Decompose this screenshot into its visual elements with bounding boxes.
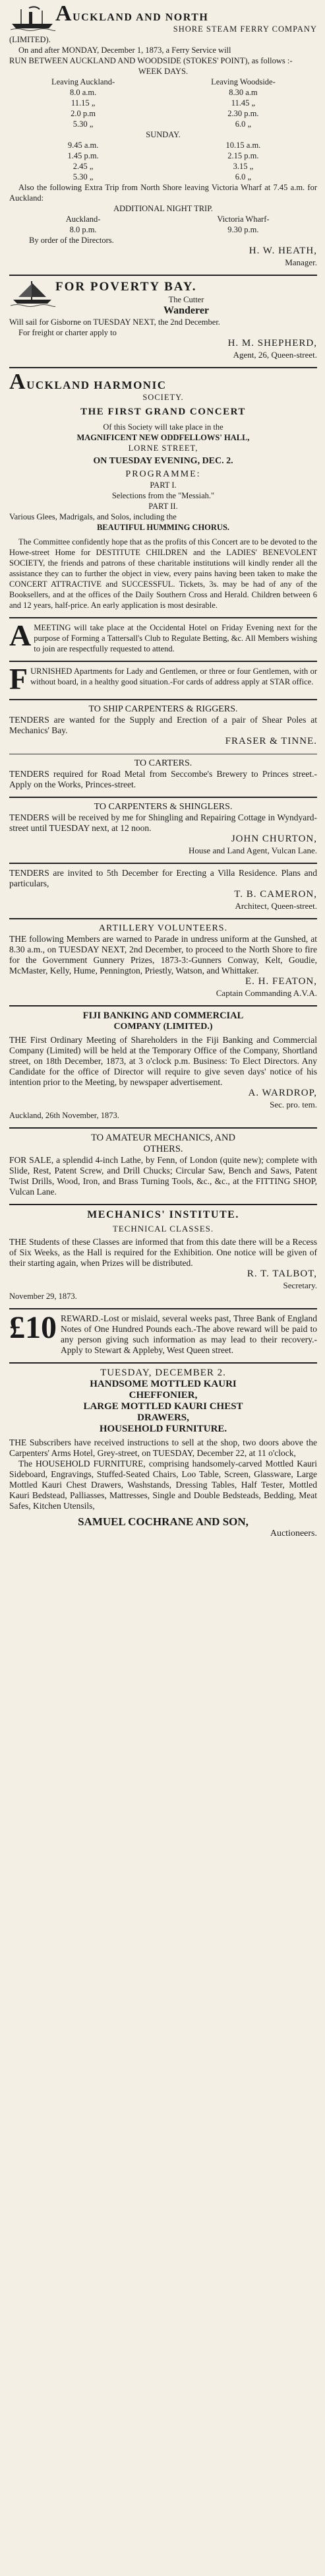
mechanics-heading-a: TO AMATEUR MECHANICS, AND	[91, 1133, 235, 1143]
cameron-text: TENDERS are invited to 5th December for Erecting a Villa Residence. Plans and particulars,	[9, 868, 317, 888]
auction-line-1: HANDSOME MOTTLED KAURI	[90, 1379, 237, 1389]
carters-heading: TO CARTERS.	[134, 758, 192, 768]
part2-label: PART II.	[148, 502, 178, 511]
steamship-icon	[9, 4, 55, 32]
divider	[9, 1204, 317, 1205]
harmonic-society-ad: AUCKLAND HARMONIC SOCIETY. THE FIRST GRAND CONCERT Of this Society will take place in the MAGNIFICENT NEW ODDFELLOWS' HALL, LORNE STREET, ON TUESDAY EVENING, DEC. 2. PROGRAMME: PART I. Selections from the "Messiah." PART II. Various Glees, Madrigals, and Solos, including the BEAUTIFUL HUMMING CHORUS. The Committee confidently hope that as the profits of this Concert are to be devoted to the Howe-street Home for DESTITUTE CHILDREN and the LADIES' BENEVOLENT SOCIETY, the friends and patrons of these charitable institutions will kindly render all the assistance they can to further the object in view, every pains having been taken to make the CONCERT ATTRACTIVE and SUCCESSFUL. Tickets, 3s. may be had of any of the Booksellers, and at the offices of the Daily Southern Cross and Herald. Children between 6 and 12 years, half-price. An early application is most desirable.	[9, 370, 317, 610]
time-cell: 10.15 a.m.	[225, 141, 261, 150]
talbot-name: R. T. TALBOT,	[247, 1269, 317, 1279]
divider	[9, 918, 317, 919]
part1-selection: Selections from the "Messiah."	[111, 491, 215, 500]
carters-text: TENDERS required for Road Metal from Seccombe's Brewery to Princes street.-Apply on the Works, Princes-street.	[9, 769, 317, 789]
cameron-name: T. B. CAMERON,	[234, 889, 317, 900]
time-cell: 2.15 p.m.	[227, 151, 259, 160]
fiji-banking-ad	[9, 1010, 317, 1121]
auction-line-2: CHEFFONIER,	[129, 1390, 198, 1401]
mechanics-heading-b: OTHERS.	[143, 1144, 183, 1154]
poverty-bay-heading: FOR POVERTY BAY.	[55, 280, 197, 294]
mechanics-institute-ad	[9, 1209, 317, 1302]
divider	[9, 1362, 317, 1364]
by-order: By order of the Directors.	[29, 236, 114, 245]
ferry-heading-b: SHORE STEAM FERRY COMPANY	[173, 24, 317, 34]
wardrop-title: Sec. pro. tem.	[270, 1100, 317, 1109]
night-auckland-label: Auckland-	[65, 215, 101, 224]
shepherd-name: H. M. SHEPHERD,	[227, 338, 317, 348]
churton-name: JOHN CHURTON,	[231, 834, 317, 844]
time-cell: 2.30 p.m.	[227, 109, 259, 118]
sunday-label: SUNDAY.	[146, 130, 181, 139]
meeting-ad	[9, 618, 317, 654]
auction-items: The HOUSEHOLD FURNITURE, comprising handsomely-carved Mottled Kauri Sideboard, Engravings, Stuffed-Seated Chairs, Loo Table, Screen, Glassware, Large Mottled Kauri Chest Drawers, Washstands, Dressing Tables, Half Tester, Mottled Kauri Bedstead, Palliasses, Mattresses, Single and Double Bedsteads, Bedding, Meat Safes, Kitchen Utensils,	[9, 1459, 317, 1511]
meeting-dropcap: A	[9, 618, 32, 652]
fiji-text: THE First Ordinary Meeting of Shareholders in the Fiji Banking and Commercial Company (Limited) will be held at the Temporary Office of the Company, Shortland street, on 18th December, 1873, at 3 o'clock p.m. Business: To Elect Directors. Any Candidate for the office of Director will require to give seven days' notice of his intention prior to the Meeting, by newspaper advertisement.	[9, 1035, 317, 1087]
leaving-auckland-label: Leaving Auckland-	[51, 77, 115, 86]
churton-address: House and Land Agent, Vulcan Lane.	[188, 845, 317, 855]
institute-heading: MECHANICS' INSTITUTE.	[87, 1209, 239, 1220]
auction-line-3: LARGE MOTTLED KAURI CHEST	[83, 1401, 243, 1412]
humming-chorus: BEAUTIFUL HUMMING CHORUS.	[96, 523, 230, 532]
shinglers-text: TENDERS will be received by me for Shingling and Repairing Cottage in Wyndyard-street until TUESDAY next, at 12 noon.	[9, 812, 317, 833]
divider	[9, 275, 317, 276]
ferry-signatory-title: Manager.	[285, 257, 317, 267]
time-cell: 8.0 a.m.	[69, 88, 97, 97]
cameron-address: Architect, Queen-street.	[235, 901, 317, 911]
divider	[9, 1127, 317, 1129]
furnished-ad	[9, 662, 317, 696]
time-cell: 9.30 p.m.	[227, 225, 259, 234]
ferry-ad	[9, 1, 317, 268]
harmonic-heading-b: SOCIETY.	[142, 393, 184, 402]
auction-line-5: HOUSEHOLD FURNITURE.	[99, 1424, 227, 1434]
shepherd-address: Agent, 26, Queen-street.	[233, 350, 317, 360]
concert-street: LORNE STREET,	[128, 444, 198, 453]
fiji-heading-a: FIJI BANKING AND COMMERCIAL	[82, 1010, 244, 1021]
time-cell: 5.30 „	[73, 172, 94, 182]
time-cell: 2.0 p.m	[71, 109, 96, 118]
time-cell: 6.0 „	[235, 172, 252, 182]
concert-date: ON TUESDAY EVENING, DEC. 2.	[93, 456, 233, 466]
time-cell: 9.45 a.m.	[67, 141, 99, 150]
extra-trip: Also the following Extra Trip from North Shore leaving Victoria Wharf at 7.45 a.m. for Auckland:	[9, 183, 317, 203]
ship-carpenters-text: TENDERS are wanted for the Supply and Erection of a pair of Shear Poles at Mechanics' Bay.	[9, 715, 317, 735]
week-days-table	[9, 77, 317, 129]
part2-various: Various Glees, Madrigals, and Solos, including the	[9, 512, 177, 521]
ship-carpenters-ad	[9, 704, 317, 747]
part1-label: PART I.	[150, 480, 177, 490]
ship-carpenters-heading: TO SHIP CARPENTERS & RIGGERS.	[88, 704, 238, 714]
featon-name: E. H. FEATON,	[245, 976, 317, 987]
carters-ad	[9, 758, 317, 790]
night-trip-label: ADDITIONAL NIGHT TRIP.	[113, 204, 213, 213]
week-days-label: WEEK DAYS.	[138, 67, 189, 76]
technical-classes: TECHNICAL CLASSES.	[112, 1224, 214, 1234]
divider	[9, 797, 317, 798]
reward-amount: £10	[9, 1310, 57, 1345]
concert-title: THE FIRST GRAND CONCERT	[80, 407, 246, 417]
time-cell: 1.45 p.m.	[67, 151, 99, 160]
time-cell: 8.0 p.m.	[69, 225, 97, 234]
divider	[9, 661, 317, 662]
auction-text: THE Subscribers have received instructions to sell at the shop, two doors above the Carpenters' Arms Hotel, Grey-street, on TUESDAY, December 22, at 11 o'clock,	[9, 1437, 317, 1458]
artillery-heading: ARTILLERY VOLUNTEERS.	[98, 923, 228, 933]
wardrop-name: A. WARDROP,	[248, 1088, 317, 1098]
featon-title: Captain Commanding A.V.A.	[216, 988, 317, 998]
talbot-title: Secretary.	[283, 1280, 317, 1290]
furnished-text: URNISHED Apartments for Lady and Gentlemen, or three or four Gentlemen, with or without board, in a healthy good situation.-For cards of address apply at STAR office.	[30, 667, 317, 686]
institute-date: November 29, 1873.	[9, 1292, 77, 1301]
harmonic-body: The Committee confidently hope that as the profits of this Concert are to be devoted to the Howe-street Home for DESTITUTE CHILDREN and the LADIES' BENEVOLENT SOCIETY, the friends and patrons of these charitable institutions will kindly render all the assistance they can to further the object in view, every pains having been taken to make the CONCERT ATTRACTIVE and SUCCESSFUL. Tickets, 3s. may be had of any of the Booksellers, and at the offices of the Daily Southern Cross and Herald. Children between 6 and 12 years, half-price. An early application is most desirable.	[9, 537, 317, 610]
poverty-bay-ad	[9, 280, 317, 360]
time-cell: 3.15 „	[233, 162, 254, 171]
auction-date: TUESDAY, DECEMBER 2.	[100, 1368, 226, 1378]
artillery-text: THE following Members are warned to Parade in undress uniform at the Gunshed, at 8.30 a.m., on TUESDAY NEXT, 2nd December, to proceed to the North Shore to fire for the Government Gunnery Prizes, 1873-3:-Gunners Conway, Kelt, Goudie, McMaster, Kelly, Hume, Pennington, Priestly, Watson, and Whittaker.	[9, 934, 317, 975]
institute-text: THE Students of these Classes are informed that from this date there will be a Recess of Six Weeks, as the Hall is required for the Exhibition. One notice will be given of their starting again, when Prizes will be distributed.	[9, 1237, 317, 1268]
cameron-ad	[9, 868, 317, 911]
artillery-ad	[9, 923, 317, 999]
fiji-heading-b: COMPANY (LIMITED.)	[113, 1022, 213, 1032]
divider	[9, 699, 317, 700]
ferry-heading-c: (LIMITED).	[9, 35, 51, 44]
leaving-woodside-label: Leaving Woodside-	[211, 77, 276, 86]
auctioneer-firm: SAMUEL COCHRANE AND SON,	[78, 1515, 249, 1528]
shinglers-heading: TO CARPENTERS & SHINGLERS.	[94, 802, 233, 812]
ferry-run: RUN BETWEEN AUCKLAND AND WOODSIDE (STOKES' POINT), as follows :-	[9, 56, 293, 65]
ferry-heading: AUCKLAND AND NORTH SHORE STEAM FERRY COMPANY	[9, 4, 317, 34]
reward-ad	[9, 1310, 317, 1356]
amateur-mechanics-ad	[9, 1133, 317, 1197]
fraser-tinne: FRASER & TINNE.	[225, 736, 317, 746]
poverty-text: Will sail for Gisborne on TUESDAY NEXT, the 2nd December.	[9, 317, 220, 327]
divider	[9, 1308, 317, 1309]
meeting-text: MEETING will take place at the Occidental Hotel on Friday Evening next for the purpose of Forming a Tattersall's Club to Regulate Betting, &c. All Members wishing to join are respectfully requested to attend.	[34, 623, 317, 653]
divider	[9, 863, 317, 864]
harmonic-heading-a: UCKLAND HARMONIC	[26, 379, 167, 391]
furnished-dropcap: F	[9, 662, 28, 696]
concert-of: Of this Society will take place in the	[103, 422, 223, 432]
divider	[9, 367, 317, 368]
freight-text: For freight or charter apply to	[18, 328, 117, 337]
cutter-label: The Cutter	[168, 295, 204, 304]
ferry-heading-a: UCKLAND AND NORTH	[73, 12, 209, 23]
time-cell: 8.30 a.m	[229, 88, 258, 97]
divider	[9, 1005, 317, 1007]
time-cell: 11.45 „	[231, 98, 256, 108]
ferry-signatory: H. W. HEATH,	[249, 246, 317, 256]
vessel-name: Wanderer	[163, 305, 210, 316]
reward-text: REWARD.-Lost or mislaid, several weeks past, Three Bank of England Notes of One Hundred Pounds each.-The above reward will be paid to any person giving such information as may lead to their recovery.-Apply to Stewart & Appleby, West Queen street.	[61, 1313, 317, 1355]
time-cell: 6.0 „	[235, 119, 252, 129]
shinglers-ad	[9, 802, 317, 856]
night-wharf-label: Victoria Wharf-	[217, 215, 270, 224]
fiji-date: Auckland, 26th November, 1873.	[9, 1111, 119, 1120]
concert-hall: MAGNIFICENT NEW ODDFELLOWS' HALL,	[76, 433, 250, 442]
auction-ad	[9, 1368, 317, 1539]
auctioneer-role: Auctioneers.	[270, 1529, 317, 1538]
ferry-intro: On and after MONDAY, December 1, 1873, a Ferry Service will	[18, 46, 231, 55]
lathe-sale-text: FOR SALE, a splendid 4-inch Lathe, by Fenn, of London (quite new); complete with Slide, Rest, Patent Screw, and Drill Chucks; Circular Saw, Bench and Saws, Patent Twist Drills, Wood, Iron, and Brass Turning Tools, &c., &c., at the FITTING SHOP, Vulcan Lane.	[9, 1155, 317, 1197]
time-cell: 11.15 „	[71, 98, 96, 108]
sunday-table	[9, 140, 317, 182]
night-trip-table	[9, 214, 317, 235]
time-cell: 2.45 „	[73, 162, 94, 171]
time-cell: 5.30 „	[73, 119, 94, 129]
sailing-ship-icon	[9, 280, 55, 308]
programme-label: PROGRAMME:	[125, 469, 201, 479]
auction-line-4: DRAWERS,	[137, 1412, 189, 1423]
divider	[9, 617, 317, 618]
